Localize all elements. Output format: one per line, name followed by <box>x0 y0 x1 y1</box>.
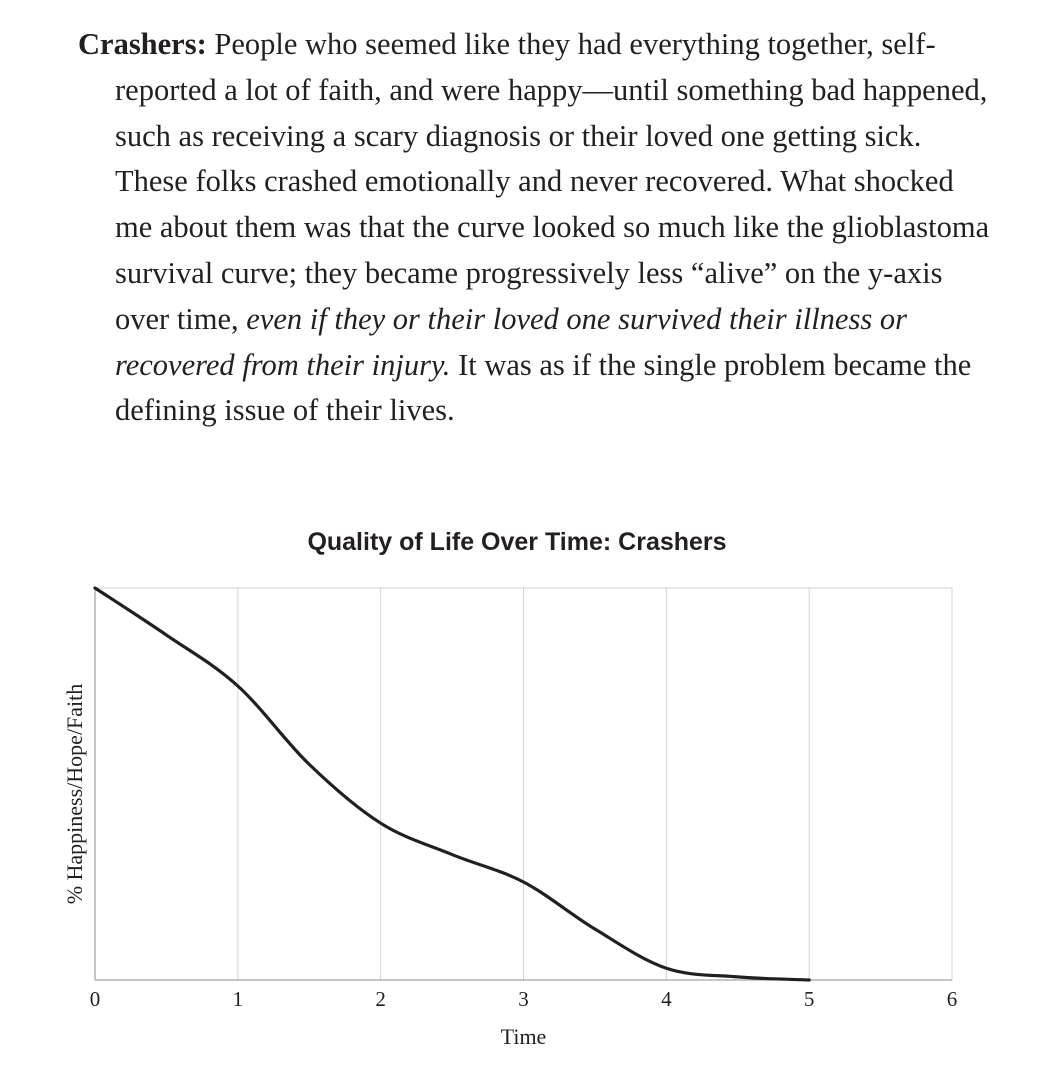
series-layer <box>95 588 809 980</box>
passage-text-before: People who seemed like they had everything together, self-reported a lot of faith, and were happy—until something bad happened, such as receiving a scary diagnosis or their loved one getting sick. These folks crashed emotionally and never recovered. What shocked me about them was that the curve looked so much like the glioblastoma survival curve; they became progressively less “alive” on the y-axis over time, <box>115 27 990 336</box>
label-layer <box>62 684 957 1049</box>
passage-term: Crashers: <box>78 27 207 61</box>
x-tick-label: 3 <box>518 987 529 1011</box>
grid-layer <box>95 588 952 980</box>
passage-emphasis: even if they or their loved one survived their illness or recovered from their injury. <box>115 301 907 382</box>
x-tick-label: 2 <box>375 987 386 1011</box>
x-axis-label: Time <box>500 1024 547 1049</box>
passage-text-after: It was as if the single problem became the defining issue of their lives. <box>115 347 972 428</box>
y-axis-label: % Happiness/Hope/Faith <box>62 683 87 905</box>
series-line-0 <box>95 588 809 980</box>
x-tick-label: 4 <box>661 987 672 1011</box>
chart-title: Quality of Life Over Time: Crashers <box>307 528 727 556</box>
x-tick-label: 6 <box>946 987 958 1011</box>
x-tick-label: 5 <box>803 987 815 1011</box>
x-tick-label: 0 <box>89 987 101 1011</box>
x-tick-label: 1 <box>232 987 244 1011</box>
